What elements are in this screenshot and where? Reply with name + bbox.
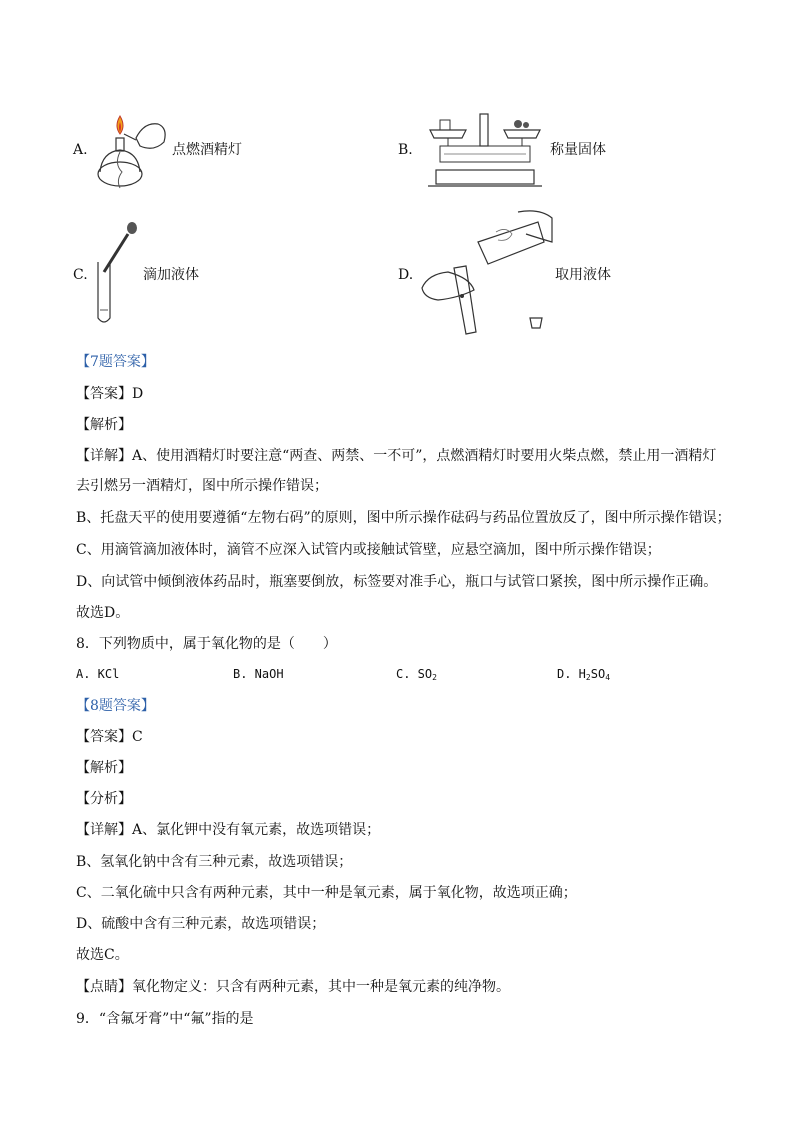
q7-option-d-label: 取用液体 [555,267,611,283]
q9-stem: 9．“含氟牙膏”中“氟”指的是 [76,1011,254,1027]
alcohol-lamp-lighting-figure [92,102,172,194]
q8-answer: 【答案】C [76,729,143,745]
q8-answer-header: 【8题答案】 [76,698,155,714]
dropper-test-tube-figure [94,222,140,326]
q8-tip: 【点睛】氧化物定义：只含有两种元素，其中一种是氧元素的纯净物。 [76,979,510,995]
q7-conclusion: 故选D。 [76,605,130,621]
q7-detail-line-3: C、用滴管滴加液体时，滴管不应深入试管内或接触试管壁，应悬空滴加，图中所示操作错误； [76,542,661,558]
q8-option-a: A. KCl [76,667,120,681]
q8-conclusion: 故选C。 [76,947,129,963]
q7-option-a-label: 点燃酒精灯 [172,142,242,158]
q8-option-d: D. $H_2SO_4$ [557,667,611,682]
balance-scale-figure [426,108,544,190]
q8-detail-line-3: C、二氧化硫中只含有两种元素，其中一种是氧元素，属于氧化物，故选项正确； [76,885,577,901]
q7-analysis-header: 【解析】 [76,417,132,433]
q8-detail-line-2: B、氢氧化钠中含有三种元素，故选项错误； [76,854,353,870]
q7-answer-header: 【7题答案】 [76,354,155,370]
q7-detail-line-2: B、托盘天平的使用要遵循“左物右码”的原则，图中所示操作砝码与药品位置放反了，图中所示操作错误； [76,510,731,526]
q8-detail-line-4: D、硫酸中含有三种元素，故选项错误； [76,916,326,932]
q7-option-b-label: 称量固体 [550,142,606,158]
q7-detail-line-1b: 去引燃另一酒精灯，图中所示操作错误； [76,478,328,494]
q7-option-c-label: 滴加液体 [143,267,199,283]
q7-option-d-letter: D. [398,267,414,283]
q8-stem: 8．下列物质中，属于氧化物的是（ ） [76,636,337,652]
q8-detail-line-1: 【详解】A、氯化钾中没有氧元素，故选项错误； [76,822,381,838]
q8-option-b: B. NaOH [233,667,284,681]
q7-detail-line-1a: 【详解】A、使用酒精灯时要注意“两查、两禁、一不可”，点燃酒精灯时要用火柴点燃，禁止用一酒精灯 [76,448,717,464]
q7-option-b-letter: B. [398,142,413,158]
q7-detail-line-4: D、向试管中倾倒液体药品时，瓶塞要倒放，标签要对准手心，瓶口与试管口紧挨，图中所示操作正确。 [76,574,718,590]
pouring-liquid-figure [418,208,554,336]
q7-answer: 【答案】D [76,386,144,402]
q7-option-c-letter: C. [73,267,88,283]
q8-option-c: C. $SO_2$ [396,667,437,682]
q8-analysis-header: 【解析】 [76,760,132,776]
q7-option-a-letter: A. [73,142,88,158]
q8-analysis-subheader: 【分析】 [76,791,132,807]
